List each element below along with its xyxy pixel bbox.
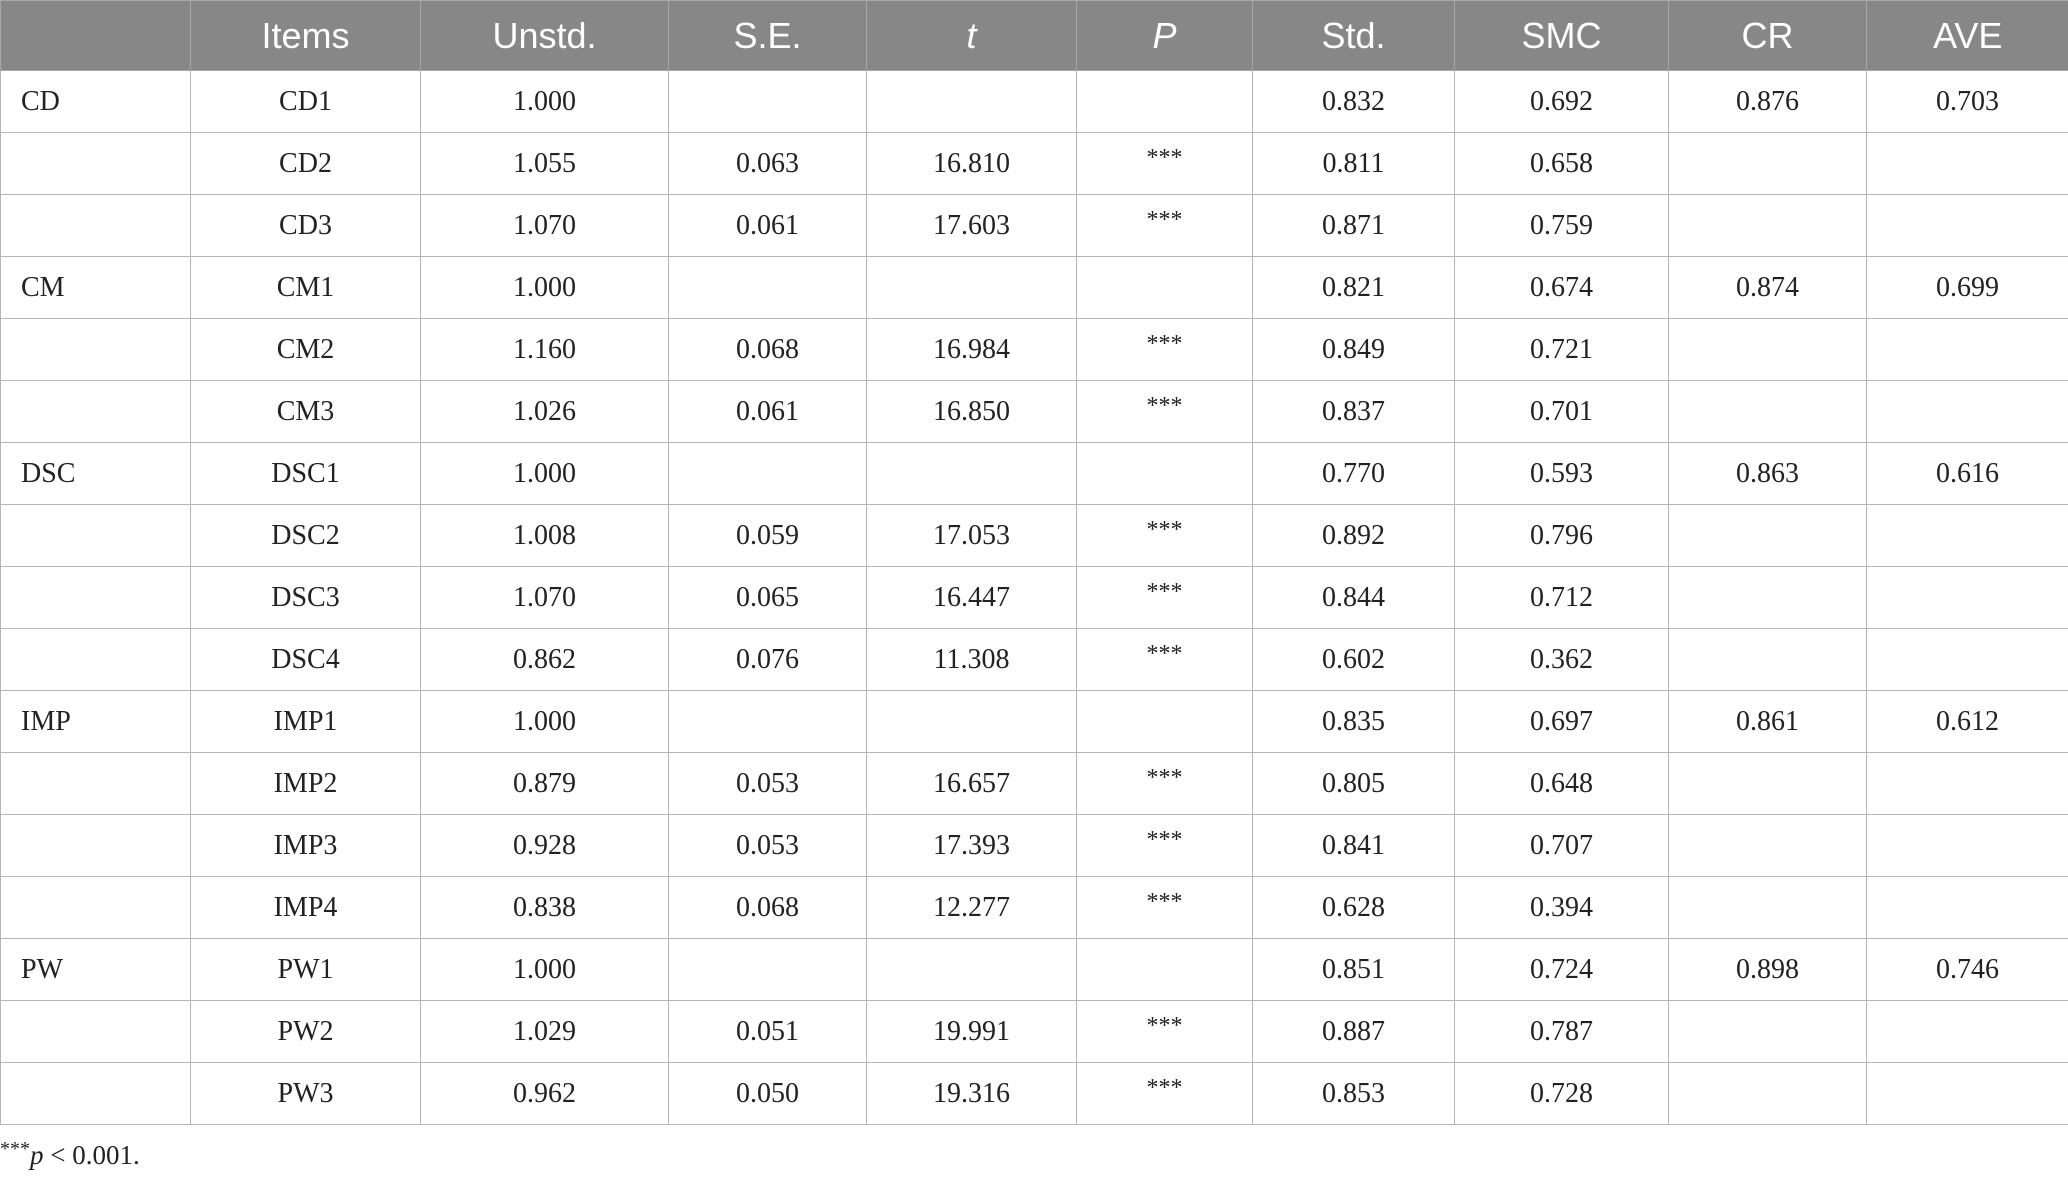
cell-ave [1867, 629, 2068, 691]
cell-cr [1669, 567, 1867, 629]
table-row [1, 877, 2068, 939]
significance-marker: *** [1146, 765, 1183, 791]
cell-p [1077, 505, 1253, 567]
cell-item: CM2 [191, 319, 421, 381]
cell-t: 16.810 [867, 133, 1077, 195]
cell-std: 0.835 [1253, 691, 1455, 753]
table-row [1, 691, 2068, 753]
cell-ave [1867, 381, 2068, 443]
cell-item: CM1 [191, 257, 421, 319]
cell-item: CD3 [191, 195, 421, 257]
cell-ave: 0.703 [1867, 71, 2068, 133]
cell-construct: DSC [1, 443, 191, 505]
cell-std: 0.887 [1253, 1001, 1455, 1063]
cell-cr [1669, 1001, 1867, 1063]
cell-construct [1, 567, 191, 629]
cell-item: PW1 [191, 939, 421, 1001]
header-smc: SMC [1455, 1, 1669, 71]
cell-construct [1, 319, 191, 381]
table-row [1, 1063, 2068, 1125]
cell-construct [1, 629, 191, 691]
cell-construct [1, 1001, 191, 1063]
cell-cr: 0.898 [1669, 939, 1867, 1001]
cell-t: 16.447 [867, 567, 1077, 629]
cell-smc: 0.701 [1455, 381, 1669, 443]
cell-std: 0.892 [1253, 505, 1455, 567]
cell-smc: 0.394 [1455, 877, 1669, 939]
cell-t [867, 691, 1077, 753]
cell-construct [1, 505, 191, 567]
significance-marker: *** [1146, 145, 1183, 171]
cell-cr [1669, 629, 1867, 691]
cell-item: DSC4 [191, 629, 421, 691]
significance-marker: *** [1146, 207, 1183, 233]
cell-unstd: 1.000 [421, 939, 669, 1001]
cell-item: CD2 [191, 133, 421, 195]
cell-t: 17.393 [867, 815, 1077, 877]
cell-item: PW2 [191, 1001, 421, 1063]
cell-construct [1, 815, 191, 877]
cell-construct [1, 877, 191, 939]
cell-se: 0.053 [669, 753, 867, 815]
cell-smc: 0.697 [1455, 691, 1669, 753]
header-p: P [1077, 1, 1253, 71]
cell-p [1077, 1063, 1253, 1125]
cell-p [1077, 753, 1253, 815]
cell-t: 19.316 [867, 1063, 1077, 1125]
header-unstd: Unstd. [421, 1, 669, 71]
cell-unstd: 1.029 [421, 1001, 669, 1063]
significance-marker: *** [1146, 641, 1183, 667]
cell-unstd: 1.055 [421, 133, 669, 195]
cell-unstd: 0.928 [421, 815, 669, 877]
cell-cr [1669, 381, 1867, 443]
cell-se [669, 71, 867, 133]
cell-std: 0.805 [1253, 753, 1455, 815]
cell-se [669, 939, 867, 1001]
cell-std: 0.871 [1253, 195, 1455, 257]
cell-item: DSC3 [191, 567, 421, 629]
cell-smc: 0.796 [1455, 505, 1669, 567]
cell-construct: CM [1, 257, 191, 319]
table-footnote [0, 1140, 140, 1171]
cell-p [1077, 443, 1253, 505]
cell-construct: IMP [1, 691, 191, 753]
cell-se: 0.050 [669, 1063, 867, 1125]
cell-se: 0.059 [669, 505, 867, 567]
cell-smc: 0.648 [1455, 753, 1669, 815]
cell-p [1077, 1001, 1253, 1063]
significance-marker: *** [1146, 579, 1183, 605]
cell-ave [1867, 1001, 2068, 1063]
cell-item: DSC1 [191, 443, 421, 505]
cell-se: 0.076 [669, 629, 867, 691]
cell-se: 0.063 [669, 133, 867, 195]
table-row [1, 257, 2068, 319]
cell-p [1077, 629, 1253, 691]
cell-se [669, 443, 867, 505]
cell-construct: CD [1, 71, 191, 133]
cell-unstd: 1.000 [421, 257, 669, 319]
cell-std: 0.851 [1253, 939, 1455, 1001]
cell-ave [1867, 133, 2068, 195]
cell-construct [1, 195, 191, 257]
cell-se: 0.061 [669, 381, 867, 443]
cell-se: 0.068 [669, 319, 867, 381]
cell-std: 0.837 [1253, 381, 1455, 443]
cell-t: 16.984 [867, 319, 1077, 381]
cell-ave: 0.612 [1867, 691, 2068, 753]
cell-item: CD1 [191, 71, 421, 133]
cell-item: IMP2 [191, 753, 421, 815]
cell-t [867, 257, 1077, 319]
cell-unstd: 1.070 [421, 567, 669, 629]
cell-t [867, 71, 1077, 133]
cell-cr: 0.876 [1669, 71, 1867, 133]
cell-smc: 0.728 [1455, 1063, 1669, 1125]
cell-cr [1669, 1063, 1867, 1125]
header-items: Items [191, 1, 421, 71]
header-std: Std. [1253, 1, 1455, 71]
cell-std: 0.628 [1253, 877, 1455, 939]
cell-item: DSC2 [191, 505, 421, 567]
cell-smc: 0.787 [1455, 1001, 1669, 1063]
cell-std: 0.602 [1253, 629, 1455, 691]
cell-cr [1669, 753, 1867, 815]
cell-std: 0.821 [1253, 257, 1455, 319]
cell-ave [1867, 195, 2068, 257]
cell-cr [1669, 133, 1867, 195]
cell-construct [1, 381, 191, 443]
cell-ave [1867, 877, 2068, 939]
cell-p [1077, 877, 1253, 939]
cell-t: 16.850 [867, 381, 1077, 443]
cell-smc: 0.362 [1455, 629, 1669, 691]
cell-cr [1669, 319, 1867, 381]
footnote-marker: *** [0, 1138, 30, 1160]
cell-t [867, 939, 1077, 1001]
cell-unstd: 1.070 [421, 195, 669, 257]
cell-unstd: 1.008 [421, 505, 669, 567]
cell-t [867, 443, 1077, 505]
cell-construct [1, 133, 191, 195]
table-row [1, 195, 2068, 257]
cell-p [1077, 691, 1253, 753]
cell-p [1077, 939, 1253, 1001]
cell-se: 0.061 [669, 195, 867, 257]
cell-ave [1867, 815, 2068, 877]
cell-t: 16.657 [867, 753, 1077, 815]
significance-marker: *** [1146, 517, 1183, 543]
cell-item: IMP3 [191, 815, 421, 877]
cell-item: PW3 [191, 1063, 421, 1125]
table-row [1, 567, 2068, 629]
header-row [1, 1, 2068, 71]
significance-marker: *** [1146, 331, 1183, 357]
cell-p [1077, 257, 1253, 319]
cell-p [1077, 567, 1253, 629]
significance-marker: *** [1146, 827, 1183, 853]
cell-smc: 0.692 [1455, 71, 1669, 133]
cell-p [1077, 381, 1253, 443]
cell-std: 0.849 [1253, 319, 1455, 381]
table-row [1, 71, 2068, 133]
header-construct [1, 1, 191, 71]
table-row [1, 133, 2068, 195]
header-cr: CR [1669, 1, 1867, 71]
cell-item: IMP1 [191, 691, 421, 753]
cell-item: CM3 [191, 381, 421, 443]
table-row [1, 319, 2068, 381]
cell-std: 0.770 [1253, 443, 1455, 505]
cell-smc: 0.674 [1455, 257, 1669, 319]
cell-cr [1669, 195, 1867, 257]
cell-ave [1867, 505, 2068, 567]
cell-smc: 0.658 [1455, 133, 1669, 195]
cell-smc: 0.707 [1455, 815, 1669, 877]
cell-cr: 0.861 [1669, 691, 1867, 753]
cell-smc: 0.724 [1455, 939, 1669, 1001]
cell-se: 0.051 [669, 1001, 867, 1063]
footnote-variable: p [30, 1140, 44, 1170]
cell-unstd: 0.862 [421, 629, 669, 691]
cell-construct [1, 1063, 191, 1125]
cell-t: 12.277 [867, 877, 1077, 939]
cell-ave [1867, 567, 2068, 629]
cell-se: 0.068 [669, 877, 867, 939]
header-ave: AVE [1867, 1, 2068, 71]
cell-p [1077, 319, 1253, 381]
cell-unstd: 1.000 [421, 691, 669, 753]
cell-unstd: 1.000 [421, 443, 669, 505]
header-se: S.E. [669, 1, 867, 71]
cell-t: 19.991 [867, 1001, 1077, 1063]
cell-se [669, 257, 867, 319]
cell-ave [1867, 753, 2068, 815]
cell-std: 0.811 [1253, 133, 1455, 195]
table-row [1, 381, 2068, 443]
cell-t: 17.053 [867, 505, 1077, 567]
cell-p [1077, 133, 1253, 195]
cell-unstd: 1.160 [421, 319, 669, 381]
cell-construct [1, 753, 191, 815]
table-body [1, 71, 2068, 1125]
header-t: t [867, 1, 1077, 71]
cell-se: 0.053 [669, 815, 867, 877]
cell-t: 11.308 [867, 629, 1077, 691]
cell-cr: 0.874 [1669, 257, 1867, 319]
table-row [1, 1001, 2068, 1063]
cell-ave: 0.616 [1867, 443, 2068, 505]
table-row [1, 815, 2068, 877]
cell-unstd: 0.838 [421, 877, 669, 939]
table-row [1, 753, 2068, 815]
cell-smc: 0.712 [1455, 567, 1669, 629]
significance-marker: *** [1146, 1013, 1183, 1039]
cell-ave: 0.699 [1867, 257, 2068, 319]
cell-ave [1867, 1063, 2068, 1125]
cell-unstd: 1.000 [421, 71, 669, 133]
cell-unstd: 0.962 [421, 1063, 669, 1125]
cell-p [1077, 71, 1253, 133]
cell-cr [1669, 815, 1867, 877]
significance-marker: *** [1146, 889, 1183, 915]
cell-smc: 0.759 [1455, 195, 1669, 257]
significance-marker: *** [1146, 393, 1183, 419]
cell-unstd: 1.026 [421, 381, 669, 443]
footnote-text: < 0.001. [43, 1140, 140, 1170]
cell-p [1077, 815, 1253, 877]
cell-std: 0.853 [1253, 1063, 1455, 1125]
table-row [1, 629, 2068, 691]
cell-cr [1669, 505, 1867, 567]
table-row [1, 505, 2068, 567]
significance-marker: *** [1146, 1075, 1183, 1101]
cell-t: 17.603 [867, 195, 1077, 257]
cell-se: 0.065 [669, 567, 867, 629]
cell-smc: 0.721 [1455, 319, 1669, 381]
cell-ave [1867, 319, 2068, 381]
cell-se [669, 691, 867, 753]
cell-cr: 0.863 [1669, 443, 1867, 505]
table-header [1, 1, 2068, 71]
cell-p [1077, 195, 1253, 257]
cell-std: 0.841 [1253, 815, 1455, 877]
cell-cr [1669, 877, 1867, 939]
cell-std: 0.832 [1253, 71, 1455, 133]
cell-unstd: 0.879 [421, 753, 669, 815]
cell-ave: 0.746 [1867, 939, 2068, 1001]
cell-std: 0.844 [1253, 567, 1455, 629]
cell-smc: 0.593 [1455, 443, 1669, 505]
table-row [1, 939, 2068, 1001]
table-row [1, 443, 2068, 505]
cell-construct: PW [1, 939, 191, 1001]
cell-item: IMP4 [191, 877, 421, 939]
